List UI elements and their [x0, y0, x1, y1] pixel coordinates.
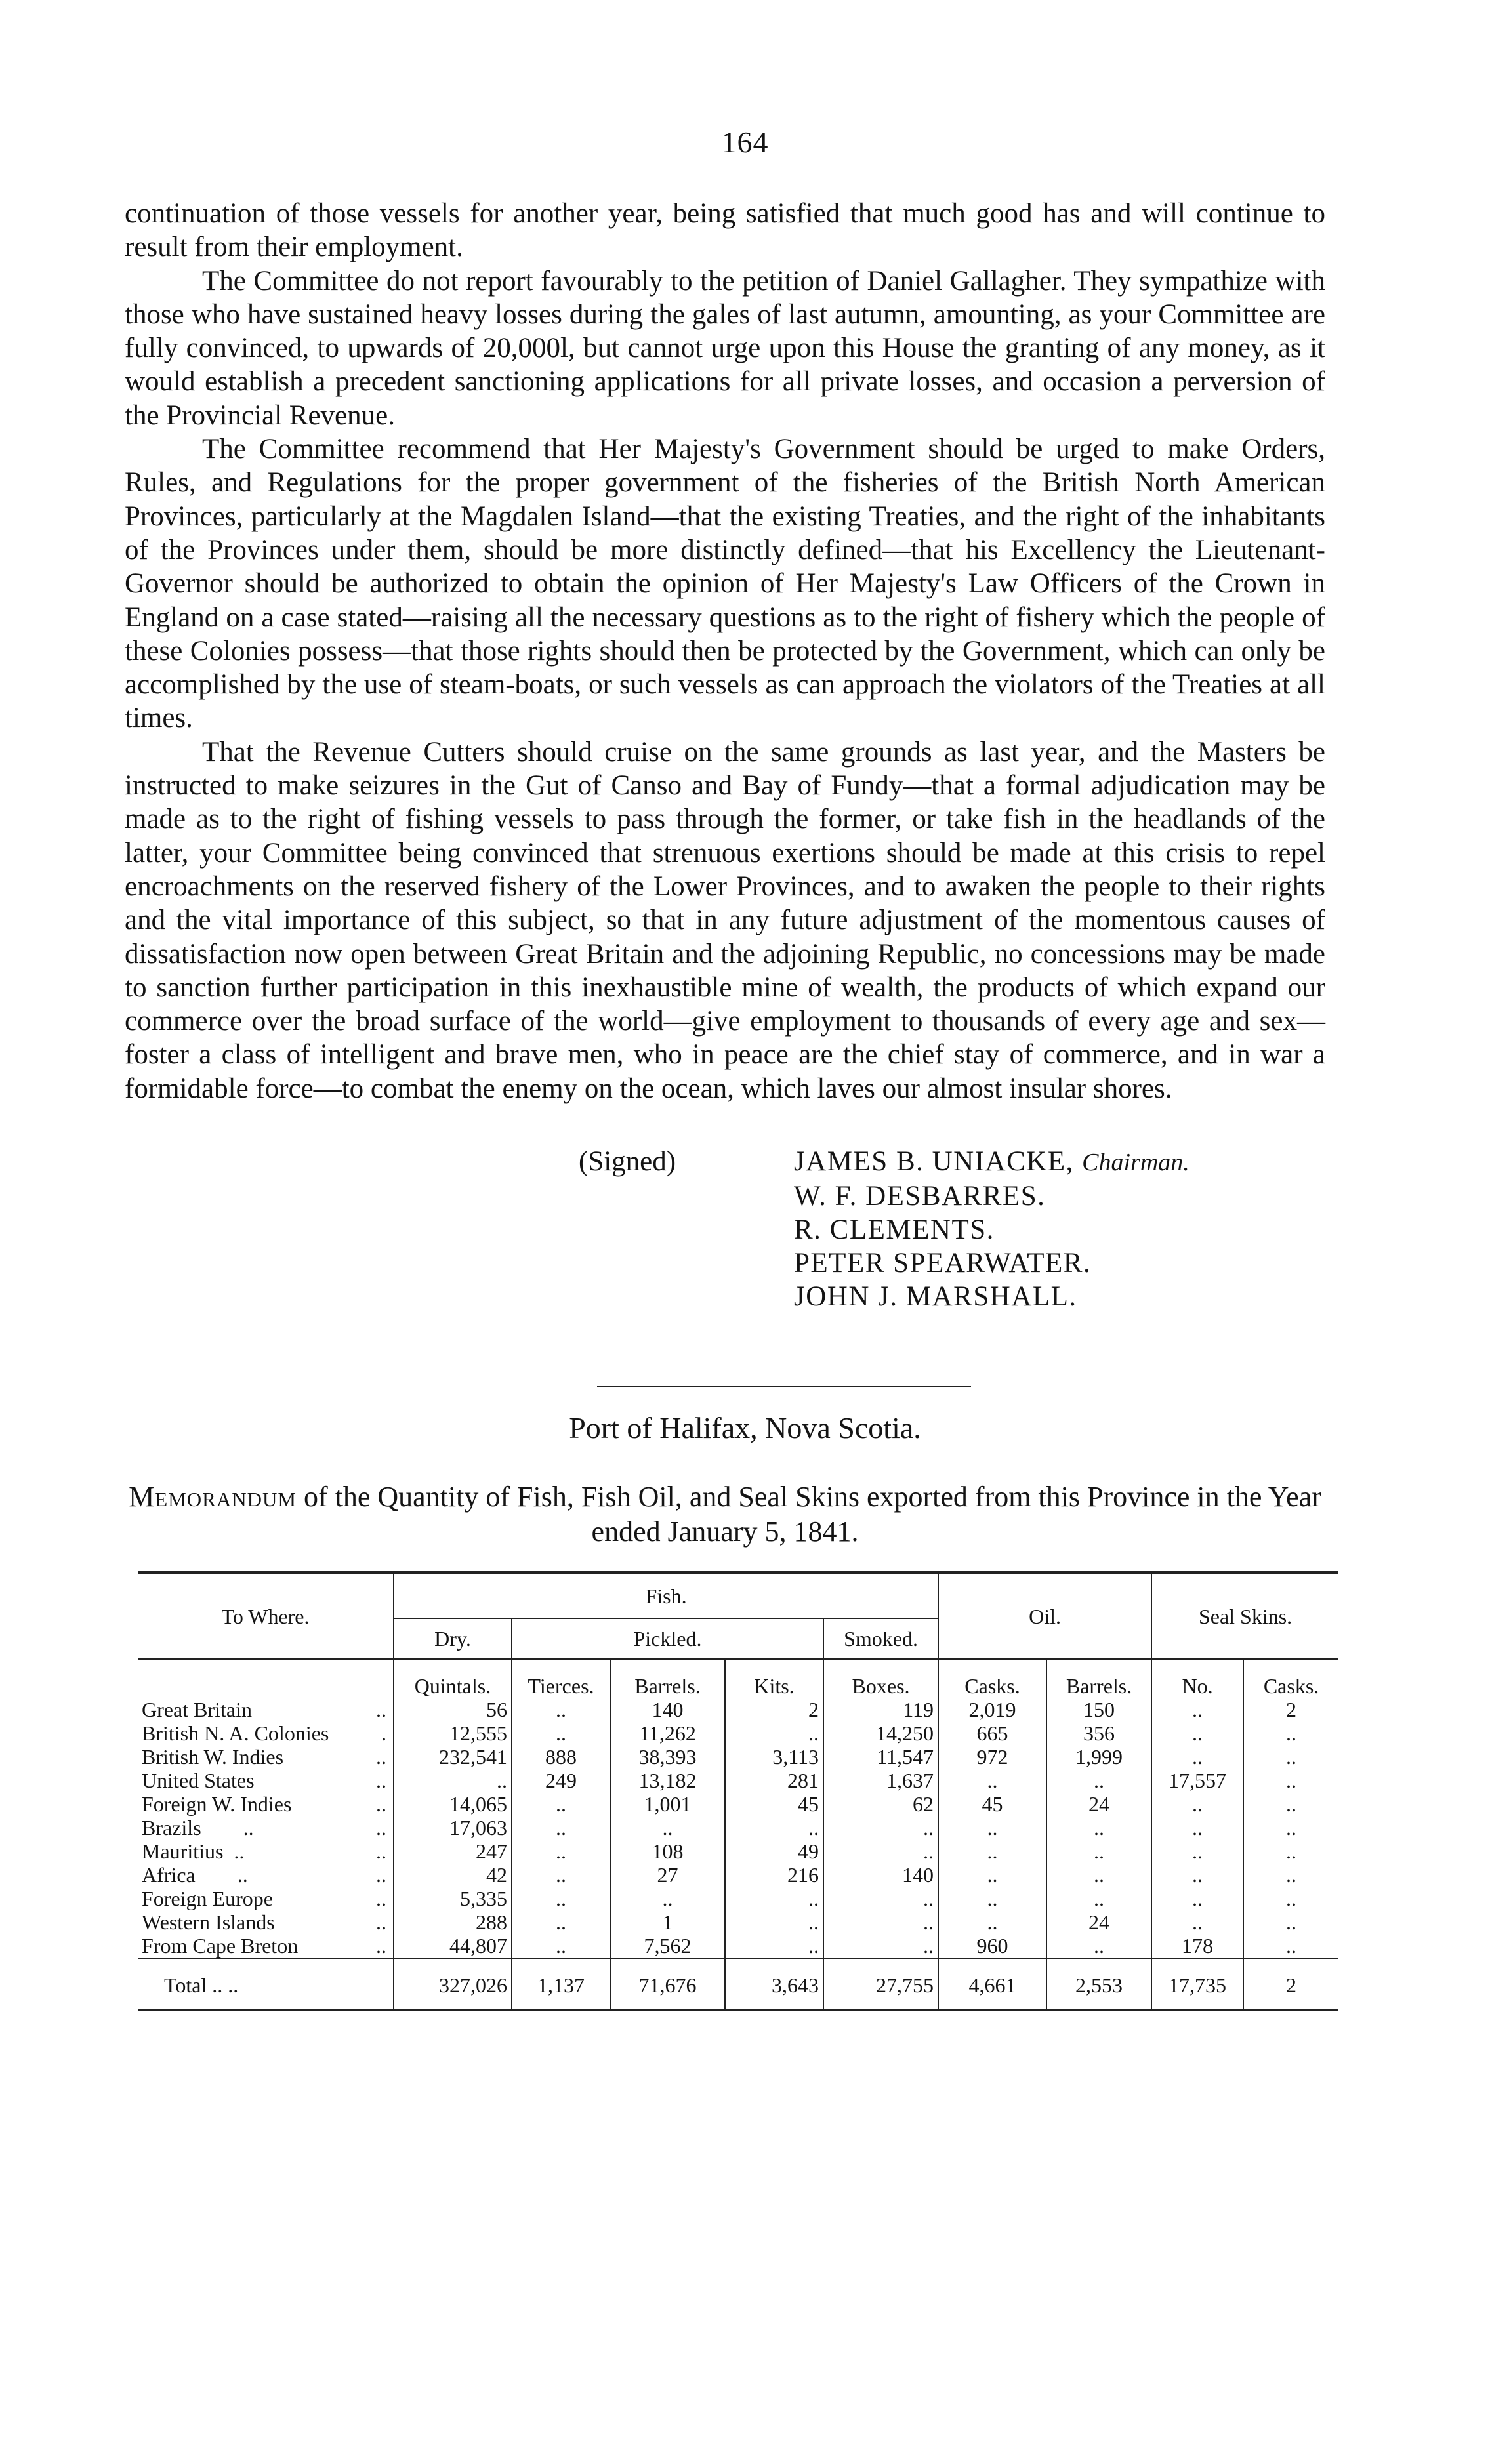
table-cell: 216 [725, 1863, 823, 1887]
table-cell: .. [1243, 1816, 1338, 1839]
table-cell: .. [725, 1721, 823, 1745]
table-cell: 288 [394, 1910, 512, 1934]
destination-name: From Cape Breton [142, 1934, 299, 1958]
memorandum-lead: Memorandum [129, 1481, 297, 1513]
table-cell: 140 [823, 1863, 938, 1887]
signature-line [794, 1213, 1190, 1246]
table-cell: .. [1151, 1792, 1243, 1816]
signatory-name: PETER SPEARWATER. [794, 1248, 1092, 1279]
table-cell: .. [1243, 1934, 1338, 1958]
total-row [138, 1958, 1338, 2010]
table-cell: .. [938, 1887, 1046, 1910]
destination-name: British N. A. Colonies [142, 1721, 329, 1745]
unit-label: Quintals. [394, 1659, 512, 1698]
header-seal-skins: Seal Skins. [1151, 1572, 1338, 1659]
table-cell: .. [1243, 1792, 1338, 1816]
table-row [138, 1887, 1338, 1910]
row-destination [138, 1816, 394, 1839]
row-destination [138, 1792, 394, 1816]
leader-dots: .. [376, 1887, 386, 1910]
table-cell: 249 [512, 1769, 610, 1792]
row-destination [138, 1745, 394, 1769]
table-cell: .. [512, 1792, 610, 1816]
table-cell: 972 [938, 1745, 1046, 1769]
table-cell: .. [1243, 1863, 1338, 1887]
table-cell: .. [1151, 1721, 1243, 1745]
table-cell: 178 [1151, 1934, 1243, 1958]
header-oil: Oil. [938, 1572, 1151, 1659]
signatory-name: JOHN J. MARSHALL. [794, 1281, 1077, 1312]
unit-label: No. [1151, 1659, 1243, 1698]
table-row [138, 1721, 1338, 1745]
table-row [138, 1745, 1338, 1769]
table-cell: 13,182 [610, 1769, 725, 1792]
header-smoked: Smoked. [823, 1618, 938, 1659]
table-cell: .. [512, 1698, 610, 1721]
leader-dots: .. [376, 1792, 386, 1816]
table-cell: .. [1151, 1887, 1243, 1910]
header-dry: Dry. [394, 1618, 512, 1659]
table-cell: .. [1243, 1769, 1338, 1792]
unit-label: Boxes. [823, 1659, 938, 1698]
table-cell: 356 [1046, 1721, 1151, 1745]
section-divider [597, 1386, 971, 1387]
total-cell: 1,137 [512, 1958, 610, 2010]
table-cell: 3,113 [725, 1745, 823, 1769]
total-cell: 4,661 [938, 1958, 1046, 2010]
body-text [125, 197, 1325, 1105]
table-cell: .. [610, 1816, 725, 1839]
table-cell: 232,541 [394, 1745, 512, 1769]
total-cell: 327,026 [394, 1958, 512, 2010]
table-cell: .. [938, 1863, 1046, 1887]
table-cell: .. [938, 1816, 1046, 1839]
signature-line [794, 1180, 1190, 1213]
table-cell: 24 [1046, 1910, 1151, 1934]
destination-name: Mauritius .. [142, 1839, 245, 1863]
memorandum-text: of the Quantity of Fish, Fish Oil, and Seal Skins exported from this Province in the Year ended January 5, 1841. [296, 1481, 1321, 1548]
signatory-name: R. CLEMENTS. [794, 1214, 995, 1245]
table-cell: .. [725, 1887, 823, 1910]
table-cell: 665 [938, 1721, 1046, 1745]
export-table-wrapper [138, 1571, 1338, 2011]
signature-line [794, 1280, 1190, 1313]
leader-dots: .. [376, 1910, 386, 1934]
table-cell: 11,547 [823, 1745, 938, 1769]
table-cell: 27 [610, 1863, 725, 1887]
table-cell: .. [610, 1887, 725, 1910]
table-cell: 1 [610, 1910, 725, 1934]
total-label-text: Total .. [164, 1973, 223, 1997]
table-cell: .. [1243, 1910, 1338, 1934]
table-cell: 247 [394, 1839, 512, 1863]
total-cell: 27,755 [823, 1958, 938, 2010]
table-cell: 2 [725, 1698, 823, 1721]
table-cell: .. [823, 1887, 938, 1910]
table-cell: .. [512, 1721, 610, 1745]
total-cell: 2 [1243, 1958, 1338, 2010]
destination-name: Africa .. [142, 1863, 248, 1887]
table-cell: 11,262 [610, 1721, 725, 1745]
total-dots: .. [228, 1973, 239, 1997]
unit-label: Kits. [725, 1659, 823, 1698]
table-cell: 1,999 [1046, 1745, 1151, 1769]
row-destination [138, 1769, 394, 1792]
table-cell: .. [1046, 1934, 1151, 1958]
table-cell: 38,393 [610, 1745, 725, 1769]
paragraph-continuation: continuation of those vessels for another year, being satisfied that much good has and will continue to result from their employment. [125, 198, 1325, 263]
table-cell: 17,557 [1151, 1769, 1243, 1792]
signature-line [794, 1246, 1190, 1280]
memorandum-heading [125, 1479, 1325, 1549]
header-to-where: To Where. [221, 1604, 310, 1628]
table-cell: 2 [1243, 1698, 1338, 1721]
paragraph-gallagher-petition: The Committee do not report favourably to the petition of Daniel Gallagher. They sympathize with those who have sustained heavy losses during the gales of last autumn, amounting, as your Committee are fully convinced, to upwards of 20,000l, but cannot urge upon this House the granting of any money, as it would establish a precedent sanctioning applications for all private losses, and occasion a perversion of the Provincial Revenue. [125, 265, 1325, 431]
table-body [138, 1698, 1338, 1958]
table-cell: .. [512, 1816, 610, 1839]
unit-label: Casks. [938, 1659, 1046, 1698]
table-cell: .. [1151, 1816, 1243, 1839]
header-pickled: Pickled. [512, 1618, 823, 1659]
table-cell: .. [823, 1934, 938, 1958]
table-cell: .. [823, 1839, 938, 1863]
total-cell: 71,676 [610, 1958, 725, 2010]
destination-name: United States [142, 1769, 255, 1792]
table-cell: .. [725, 1816, 823, 1839]
table-cell: 108 [610, 1839, 725, 1863]
destination-name: Brazils .. [142, 1816, 254, 1839]
total-label [138, 1958, 394, 2010]
table-cell: .. [1151, 1863, 1243, 1887]
table-cell: 7,562 [610, 1934, 725, 1958]
destination-name: Foreign W. Indies [142, 1792, 292, 1816]
table-cell: .. [725, 1934, 823, 1958]
page-number: 164 [721, 125, 769, 159]
table-cell: 62 [823, 1792, 938, 1816]
row-destination [138, 1910, 394, 1934]
table-cell: 45 [725, 1792, 823, 1816]
destination-name: Western Islands [142, 1910, 275, 1934]
table-cell: .. [1046, 1769, 1151, 1792]
unit-label: Barrels. [610, 1659, 725, 1698]
table-cell: 56 [394, 1698, 512, 1721]
table-cell: 17,063 [394, 1816, 512, 1839]
export-table [138, 1571, 1338, 2011]
table-cell: .. [938, 1839, 1046, 1863]
table-cell: .. [512, 1934, 610, 1958]
signatory-role: Chairman. [1082, 1149, 1190, 1176]
signatory-name: JAMES B. UNIACKE, [794, 1146, 1074, 1177]
table-cell: 12,555 [394, 1721, 512, 1745]
leader-dots: . [381, 1721, 386, 1745]
table-cell: .. [1151, 1839, 1243, 1863]
table-cell: .. [938, 1769, 1046, 1792]
table-row [138, 1769, 1338, 1792]
table-row [138, 1839, 1338, 1863]
table-cell: .. [1243, 1839, 1338, 1863]
table-row [138, 1934, 1338, 1958]
signatory-name: W. F. DESBARRES. [794, 1181, 1046, 1212]
table-cell: .. [1243, 1887, 1338, 1910]
table-cell: .. [823, 1816, 938, 1839]
destination-name: Foreign Europe [142, 1887, 273, 1910]
table-cell: 150 [1046, 1698, 1151, 1721]
signed-label: (Signed) [579, 1146, 676, 1177]
table-cell: .. [1243, 1721, 1338, 1745]
table-cell: .. [512, 1887, 610, 1910]
header-fish: Fish. [394, 1572, 938, 1618]
row-destination [138, 1839, 394, 1863]
total-cell: 3,643 [725, 1958, 823, 2010]
table-row [138, 1863, 1338, 1887]
table-cell: .. [725, 1910, 823, 1934]
table-cell: 2,019 [938, 1698, 1046, 1721]
table-row [138, 1910, 1338, 1934]
table-cell: .. [1046, 1816, 1151, 1839]
table-cell: 14,065 [394, 1792, 512, 1816]
table-row [138, 1792, 1338, 1816]
table-cell: .. [1151, 1745, 1243, 1769]
units-row [138, 1659, 1338, 1698]
table-cell: 5,335 [394, 1887, 512, 1910]
row-destination [138, 1934, 394, 1958]
table-cell: 42 [394, 1863, 512, 1887]
row-destination [138, 1863, 394, 1887]
table-cell: 888 [512, 1745, 610, 1769]
table-cell: .. [512, 1839, 610, 1863]
table-cell: 140 [610, 1698, 725, 1721]
leader-dots: .. [376, 1863, 386, 1887]
unit-label: Tierces. [512, 1659, 610, 1698]
port-title: Port of Halifax, Nova Scotia. [569, 1411, 921, 1445]
leader-dots: .. [376, 1698, 386, 1721]
total-cell: 2,553 [1046, 1958, 1151, 2010]
destination-name: British W. Indies [142, 1745, 284, 1769]
row-destination [138, 1721, 394, 1745]
unit-label: Barrels. [1046, 1659, 1151, 1698]
table-cell: .. [1046, 1887, 1151, 1910]
table-cell: .. [823, 1910, 938, 1934]
paragraph-fisheries-regulation: The Committee recommend that Her Majesty's Government should be urged to make Orders, Rules, and Regulations for the proper government of the fisheries of the British North American Provinces, particularly at the Magdalen Island—that the existing Treaties, and the right of the inhabitants of the Provinces under them, should be more distinctly defined—that his Excellency the Lieutenant-Governor should be authorized to obtain the opinion of Her Majesty's Law Officers of the Crown in England on a case stated—raising all the necessary questions as to the right of fishery which the people of these Colonies possess—that those rights should then be protected by the Government, which can only be accomplished by the use of steam-boats, or such vessels as can approach the violators of the Treaties at all times. [125, 434, 1325, 734]
table-cell: 44,807 [394, 1934, 512, 1958]
table-cell: 960 [938, 1934, 1046, 1958]
table-cell: 14,250 [823, 1721, 938, 1745]
table-cell: .. [1046, 1863, 1151, 1887]
row-destination [138, 1887, 394, 1910]
table-cell: .. [1046, 1839, 1151, 1863]
table-cell: .. [1151, 1910, 1243, 1934]
table-cell: 281 [725, 1769, 823, 1792]
paragraph-revenue-cutters: That the Revenue Cutters should cruise on the same grounds as last year, and the Masters be instructed to make seizures in the Gut of Canso and Bay of Fundy—that a formal adjudication may be made as to the right of fishing vessels to pass through the former, or take fish in the headlands of the latter, your Committee being convinced that strenuous exertions should be made at this crisis to repel encroachments on the reserved fishery of the Lower Provinces, and to awaken the people to their rights and the vital importance of this subject, so that in any future adjustment of the momentous causes of dissatisfaction now open between Great Britain and the adjoining Republic, no concessions may be made to sanction further participation in this inexhaustible mine of wealth, the products of which expand our commerce over the broad surface of the world—give employment to thousands of every age and sex—foster a class of intelligent and brave men, who in peace are the chief stay of commerce, and in war a formidable force—to combat the enemy on the ocean, which laves our almost insular shores. [125, 736, 1325, 1104]
unit-label: Casks. [1243, 1659, 1338, 1698]
row-destination [138, 1698, 394, 1721]
table-cell: 49 [725, 1839, 823, 1863]
table-cell: .. [512, 1863, 610, 1887]
table-cell: .. [512, 1910, 610, 1934]
table-cell: 24 [1046, 1792, 1151, 1816]
leader-dots: .. [376, 1769, 386, 1792]
total-cell: 17,735 [1151, 1958, 1243, 2010]
leader-dots: .. [376, 1839, 386, 1863]
signature-names [794, 1145, 1190, 1313]
signature-line [794, 1145, 1190, 1180]
leader-dots: .. [376, 1934, 386, 1958]
table-cell: 119 [823, 1698, 938, 1721]
table-row [138, 1698, 1338, 1721]
table-cell: 1,001 [610, 1792, 725, 1816]
leader-dots: .. [376, 1745, 386, 1769]
table-cell: 45 [938, 1792, 1046, 1816]
leader-dots: .. [376, 1816, 386, 1839]
table-row [138, 1816, 1338, 1839]
table-cell: .. [394, 1769, 512, 1792]
destination-name: Great Britain [142, 1698, 252, 1721]
table-cell: .. [1243, 1745, 1338, 1769]
table-cell: .. [938, 1910, 1046, 1934]
table-cell: .. [1151, 1698, 1243, 1721]
table-cell: 1,637 [823, 1769, 938, 1792]
